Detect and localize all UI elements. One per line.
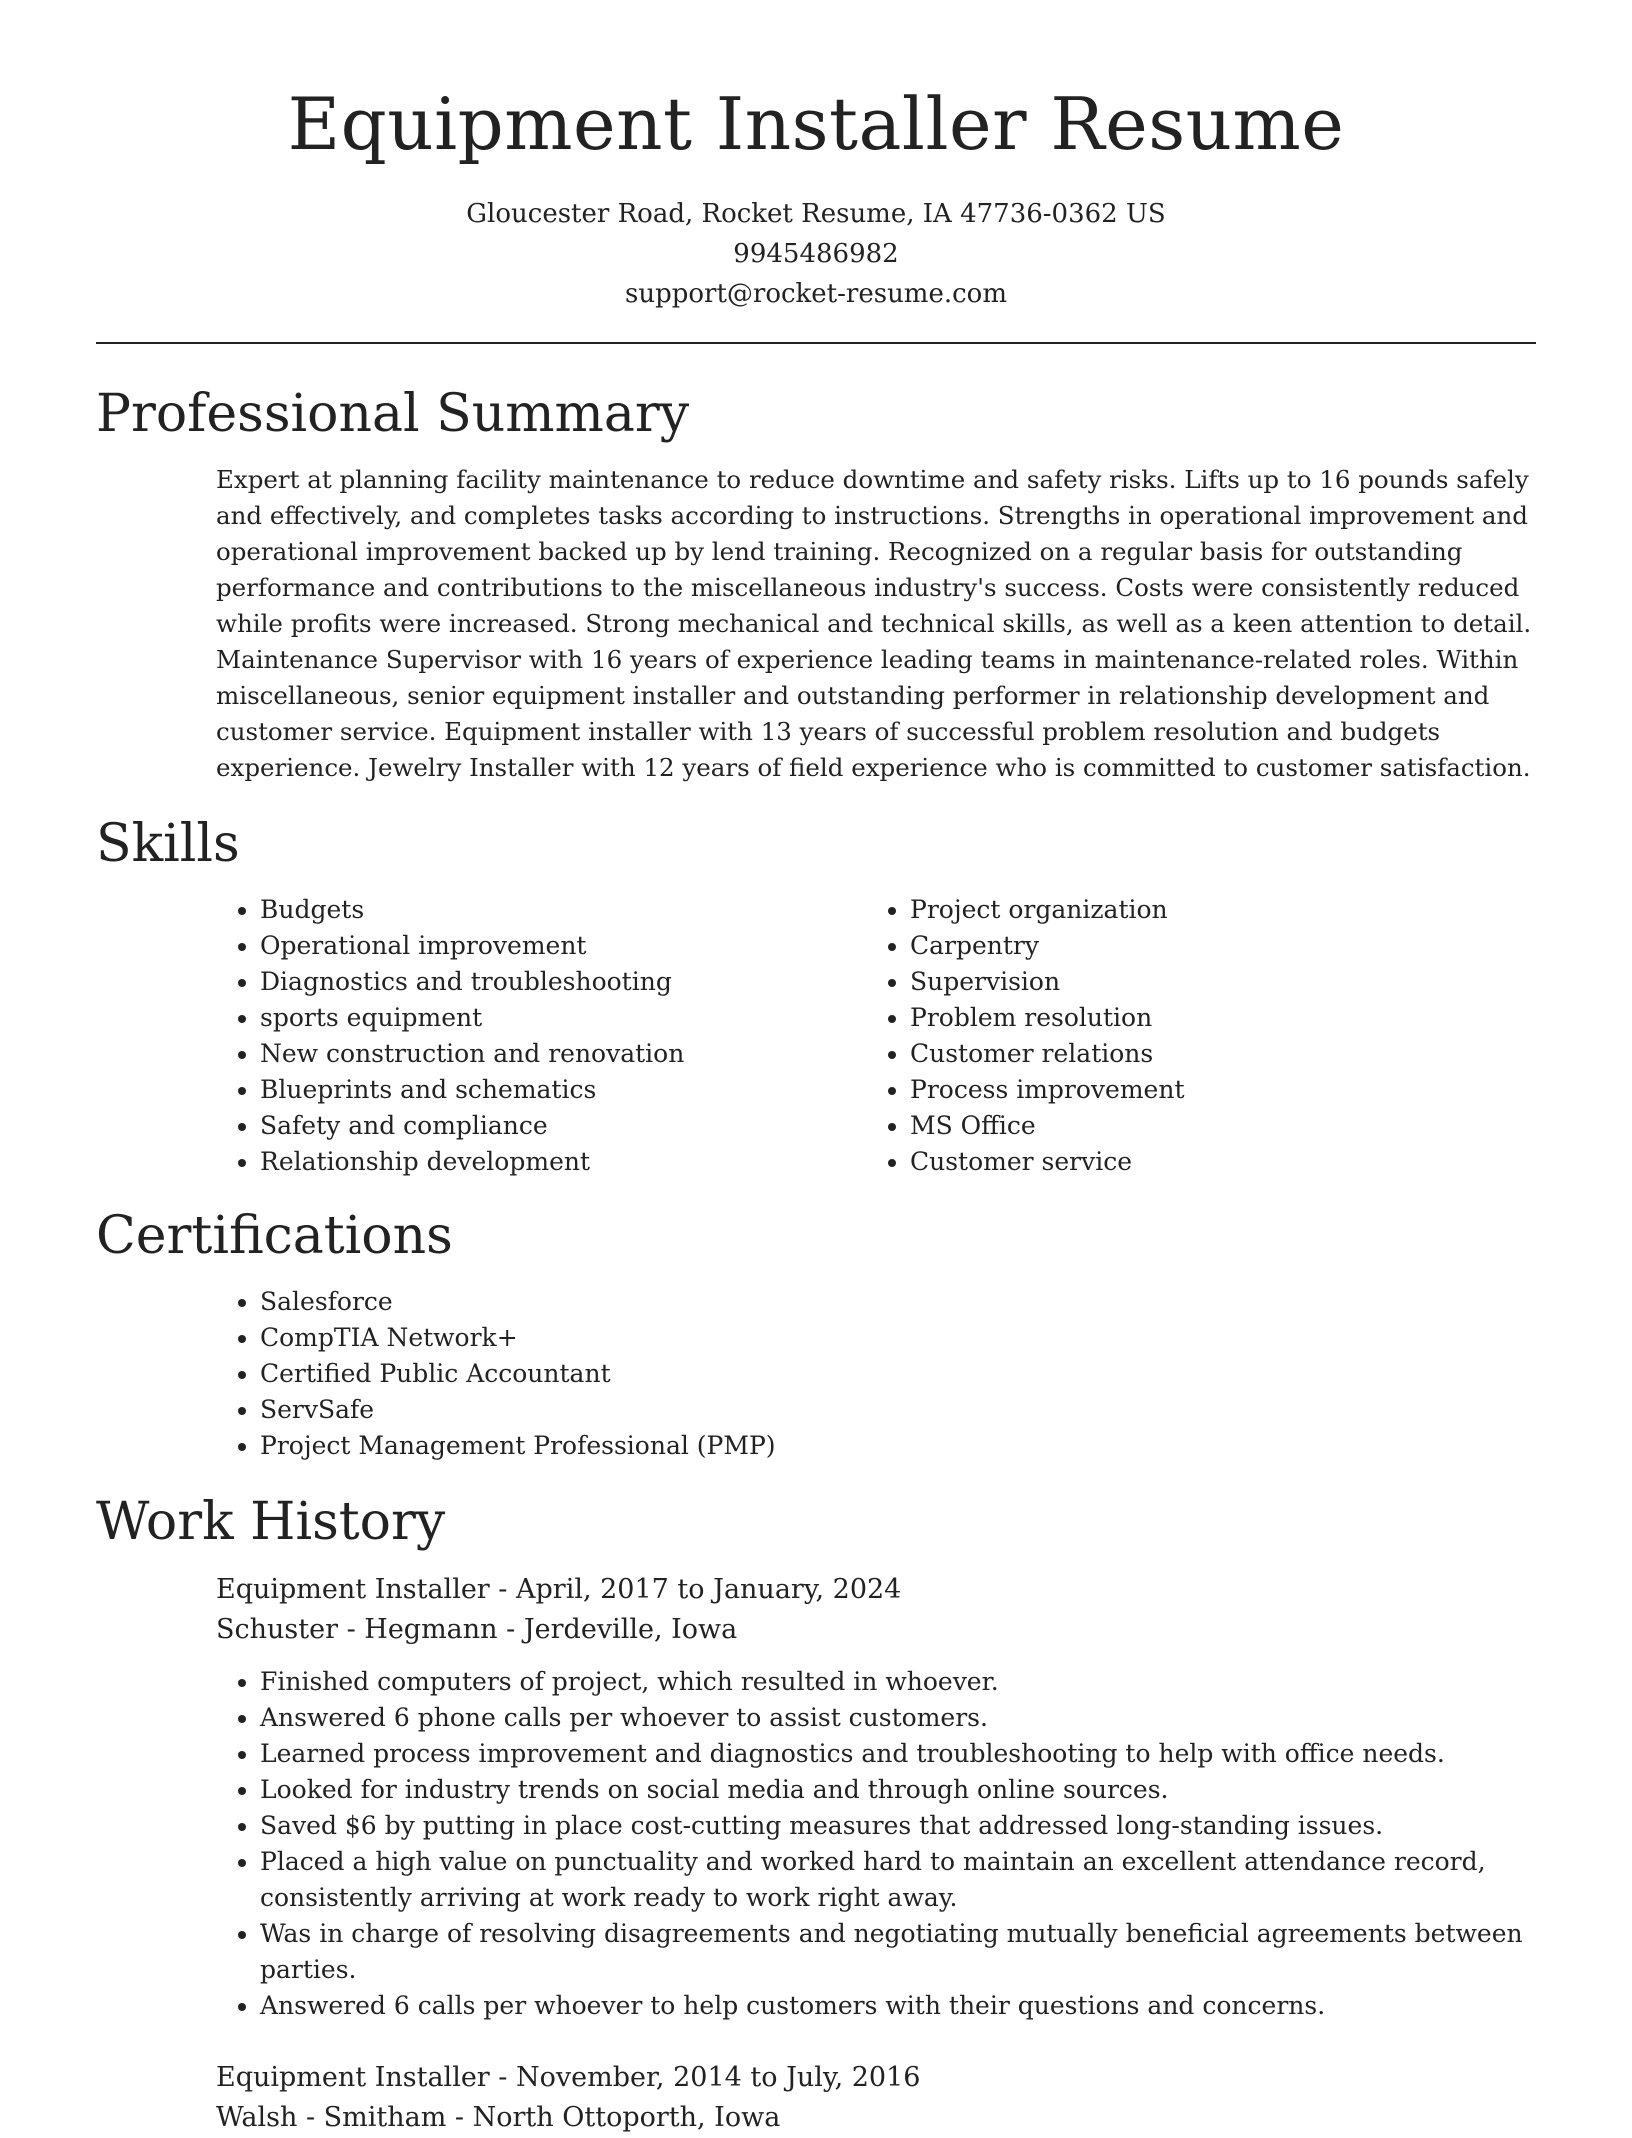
job-role: Equipment Installer [216, 1574, 490, 1605]
job-dates: - April, 2017 to January, 2024 [489, 1574, 902, 1605]
skill-item: • Blueprints and schematics [260, 1072, 856, 1108]
skill-item: • sports equipment [260, 1000, 856, 1036]
skill-item: • Diagnostics and troubleshooting [260, 964, 856, 1000]
skill-item: • New construction and renovation [260, 1036, 856, 1072]
certification-item: • CompTIA Network+ [260, 1320, 1516, 1356]
certifications-block [216, 1284, 1516, 1464]
skill-item: • Relationship development [260, 1144, 856, 1180]
certifications-heading: Certifications [96, 1206, 453, 1266]
skill-item: • Customer relations [910, 1036, 1506, 1072]
certification-item: • Certified Public Accountant [260, 1356, 1516, 1392]
skill-item: • Customer service [910, 1144, 1506, 1180]
skills-heading: Skills [96, 814, 240, 874]
job-duty-item: • Finished computers of project, which resulted in whoever. [260, 1664, 1536, 1700]
job-header [216, 1570, 1536, 1650]
job-duty-item: • Saved $6 by putting in place cost-cutting measures that addressed long-standing issues. [260, 1808, 1536, 1844]
certifications-list [216, 1284, 1516, 1464]
skills-list-left [216, 892, 856, 1180]
skills-list-right [866, 892, 1506, 1180]
job-duty-item: • Was in charge of resolving disagreements and negotiating mutually beneficial agreements between parties. [260, 1916, 1536, 1988]
skill-item: • Project organization [910, 892, 1506, 928]
job-duty-item: • Answered 6 phone calls per whoever to assist customers. [260, 1700, 1536, 1736]
job-header [216, 2058, 1536, 2138]
summary-heading: Professional Summary [96, 384, 690, 444]
job-company: Walsh - Smitham [216, 2102, 447, 2133]
header-divider [96, 342, 1536, 344]
job-duty-item: • Answered 6 calls per whoever to help customers with their questions and concerns. [260, 1988, 1536, 2024]
skill-item: • Budgets [260, 892, 856, 928]
skills-column-right [866, 892, 1506, 1180]
summary-text: Expert at planning facility maintenance to reduce downtime and safety risks. Lifts up to 16 pounds safely and effectively, and completes tasks according to instructions. Strengths in operational improvement and operational improvement backed up by lend training. Recognized on a regular basis for outstanding performance and contributions to the miscellaneous industry's success. Costs were consistently reduced while profits were increased. Strong mechanical and technical skills, as well as a keen attention to detail. Maintenance Supervisor with 16 years of experience leading teams in maintenance-related roles. Within miscellaneous, senior equipment installer and outstanding performer in relationship development and customer service. Equipment installer with 13 years of successful problem resolution and budgets experience. Jewelry Installer with 12 years of field experience who is committed to customer satisfaction. [216, 465, 1532, 782]
email-text: support@rocket-resume.com [624, 279, 1007, 309]
job-duties [216, 1664, 1536, 2024]
skill-item: • Problem resolution [910, 1000, 1506, 1036]
job-location: - North Ottoporth, Iowa [446, 2102, 781, 2133]
work-history-heading: Work History [96, 1492, 446, 1552]
job-role: Equipment Installer [216, 2062, 490, 2093]
address-text: Gloucester Road, Rocket Resume, IA 47736-0362 US [466, 199, 1166, 229]
job-duties-list [216, 1664, 1536, 2024]
skill-item: • Supervision [910, 964, 1506, 1000]
job-company-line [216, 1610, 1536, 1650]
resume-title: Equipment Installer Resume [287, 82, 1345, 166]
job-duty-item: • Placed a high value on punctuality and worked hard to maintain an excellent attendance record, consistently arriving at work ready to work right away. [260, 1844, 1536, 1916]
job-duty-item: • Learned process improvement and diagnostics and troubleshooting to help with office needs. [260, 1736, 1536, 1772]
job-dates: - November, 2014 to July, 2016 [489, 2062, 921, 2093]
certification-item: • Salesforce [260, 1284, 1516, 1320]
job-title-line [216, 2058, 1536, 2098]
skill-item: • MS Office [910, 1108, 1506, 1144]
job-company-line [216, 2098, 1536, 2138]
skills-column-left [216, 892, 856, 1180]
job-company: Schuster - Hegmann [216, 1614, 498, 1645]
skill-item: • Operational improvement [260, 928, 856, 964]
job-duty-item: • Looked for industry trends on social media and through online sources. [260, 1772, 1536, 1808]
job-title-line [216, 1570, 1536, 1610]
certification-item: • Project Management Professional (PMP) [260, 1428, 1516, 1464]
skill-item: • Safety and compliance [260, 1108, 856, 1144]
certification-item: • ServSafe [260, 1392, 1516, 1428]
skill-item: • Carpentry [910, 928, 1506, 964]
phone-text: 9945486982 [733, 239, 899, 269]
skill-item: • Process improvement [910, 1072, 1506, 1108]
job-location: - Jerdeville, Iowa [497, 1614, 738, 1645]
contact-block [0, 194, 1632, 314]
